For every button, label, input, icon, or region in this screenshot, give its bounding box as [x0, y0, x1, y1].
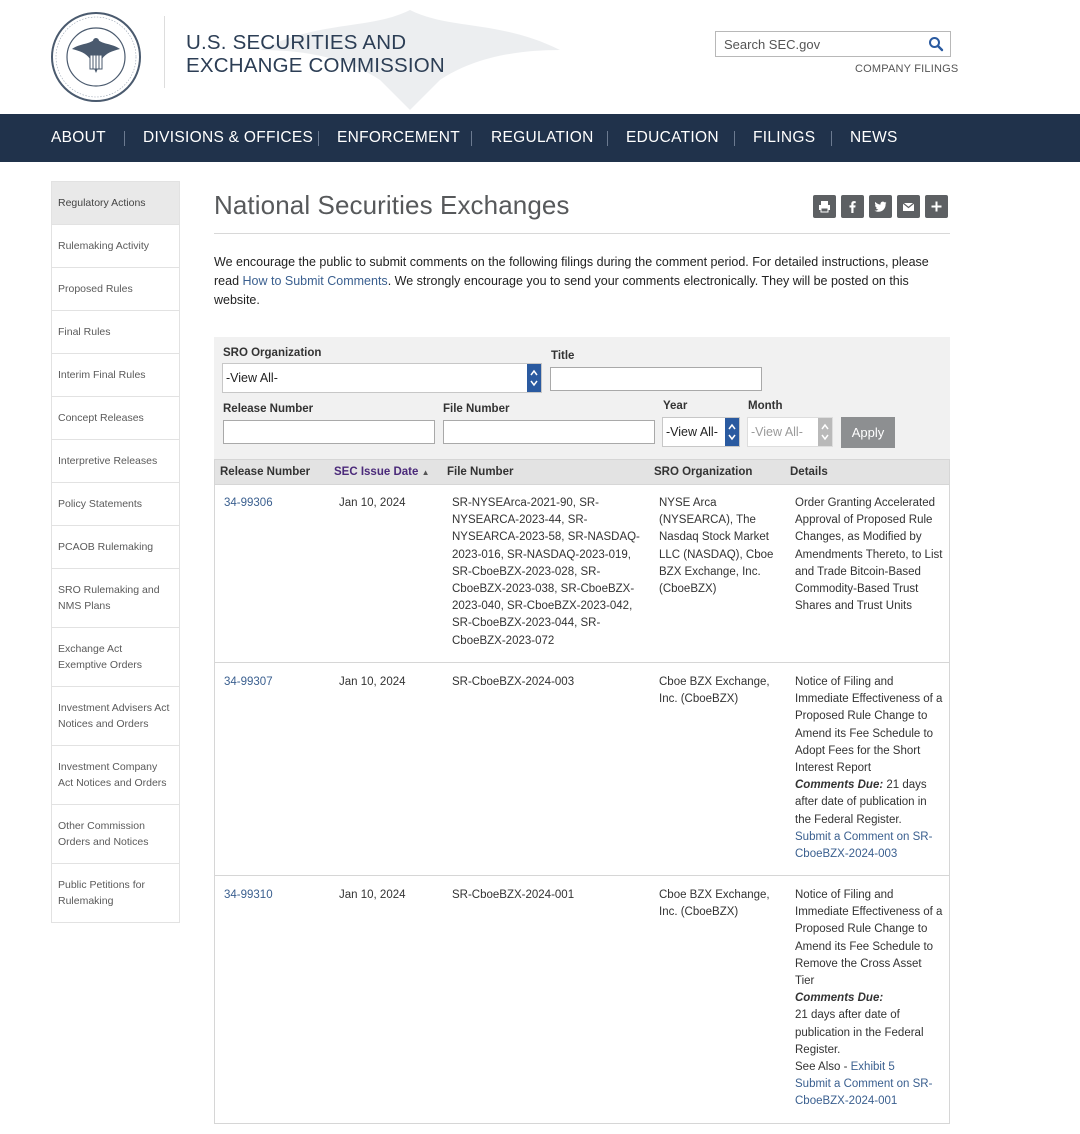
sec-seal-logo[interactable]	[50, 11, 142, 103]
sidebar-item-exchange-act-exemptive-orders[interactable]: Exchange Act Exemptive Orders	[52, 628, 179, 687]
title-label: Title	[551, 350, 575, 362]
see-also-text: See Also -	[795, 1061, 851, 1074]
nav-separator	[607, 131, 608, 146]
table-row	[214, 663, 950, 876]
sro-organization-cell: Cboe BZX Exchange, Inc. (CboeBZX)	[659, 889, 770, 919]
sro-organization-label: SRO Organization	[223, 347, 322, 359]
print-icon	[818, 200, 831, 213]
details-text: Notice of Filing and Immediate Effectiveness of a Proposed Rule Change to Amend its Fee Schedule to Remove the Cross Asset Tier	[795, 889, 943, 988]
select-arrows-icon	[818, 418, 832, 446]
release-number-link[interactable]: 34-99307	[224, 676, 273, 688]
month-label: Month	[748, 400, 783, 412]
release-number-cell	[224, 674, 273, 691]
comments-due-text: 21 days after date of publication in the Federal Register.	[795, 1009, 924, 1056]
company-filings-link[interactable]: COMPANY FILINGS	[855, 63, 959, 75]
agency-name-line1: U.S. SECURITIES AND	[186, 31, 407, 54]
file-number-cell: SR-CboeBZX-2024-001	[452, 889, 575, 901]
nav-item-enforcement[interactable]: ENFORCEMENT	[337, 129, 460, 146]
release-number-link[interactable]: 34-99306	[224, 497, 273, 509]
month-value: -View All-	[751, 425, 803, 439]
sidebar-item-policy-statements[interactable]: Policy Statements	[52, 483, 179, 526]
sidebar-item-interpretive-releases[interactable]: Interpretive Releases	[52, 440, 179, 483]
nav-separator	[318, 131, 319, 146]
apply-button[interactable]: Apply	[841, 417, 895, 448]
nav-item-education[interactable]: EDUCATION	[626, 129, 719, 146]
release-number-cell	[224, 495, 273, 512]
file-number-input[interactable]	[443, 420, 655, 444]
issue-date-cell: Jan 10, 2024	[339, 676, 406, 688]
more-share-button[interactable]	[925, 195, 948, 218]
nav-separator	[734, 131, 735, 146]
column-header-sec-issue-date-label: SEC Issue Date	[334, 466, 419, 478]
release-number-link[interactable]: 34-99310	[224, 889, 273, 901]
column-header-details: Details	[790, 466, 828, 478]
year-value: -View All-	[666, 425, 718, 439]
issue-date-cell: Jan 10, 2024	[339, 889, 406, 901]
submit-comment-link[interactable]: Submit a Comment on SR-CboeBZX-2024-003	[795, 830, 933, 861]
year-label: Year	[663, 400, 688, 412]
file-number-label: File Number	[443, 403, 510, 415]
comments-due-text: 21 days after date of publication in the Federal Register.	[795, 779, 927, 826]
month-select[interactable]	[747, 417, 833, 447]
site-header	[0, 0, 1080, 114]
comments-due-label: Comments Due:	[795, 779, 884, 792]
print-button[interactable]	[813, 195, 836, 218]
column-header-release-number[interactable]: Release Number	[220, 466, 311, 478]
issue-date-cell: Jan 10, 2024	[339, 497, 406, 509]
details-cell	[795, 887, 943, 1111]
intro-text-before: We encourage the public to submit comments on the following filings during the comment period. For detailed instructions, please read	[214, 255, 929, 288]
nav-item-regulation[interactable]: REGULATION	[491, 129, 594, 146]
file-number-cell: SR-CboeBZX-2024-003	[452, 676, 575, 688]
table-header	[214, 459, 950, 485]
exhibit-5-link[interactable]: Exhibit 5	[850, 1061, 895, 1074]
file-number-cell: SR-NYSEArca-2021-90, SR-NYSEARCA-2023-44, SR-NYSEARCA-2023-58, SR-NASDAQ-2023-016, SR-NASDAQ-2023-019, SR-CboeBZX-2023-028, SR-CboeBZX-2023-038, SR-CboeBZX-2023-040, SR-CboeBZX-2023-042, SR-CboeBZX-2023-044, SR-CboeBZX-2023-072	[452, 497, 640, 647]
sidebar-item-sro-rulemaking[interactable]: SRO Rulemaking and NMS Plans	[52, 569, 179, 628]
table-row	[214, 485, 950, 663]
sidebar-item-public-petitions[interactable]: Public Petitions for Rulemaking	[52, 864, 179, 923]
nav-separator	[124, 131, 125, 146]
sro-organization-select[interactable]	[222, 363, 542, 393]
comments-due-label: Comments Due:	[795, 992, 884, 1005]
column-header-sec-issue-date[interactable]	[334, 460, 430, 485]
release-number-cell	[224, 887, 273, 904]
column-header-file-number[interactable]: File Number	[447, 466, 514, 478]
sidebar-item-regulatory-actions[interactable]: Regulatory Actions	[52, 182, 179, 225]
sidebar-item-interim-final-rules[interactable]: Interim Final Rules	[52, 354, 179, 397]
sidebar-item-other-commission-orders[interactable]: Other Commission Orders and Notices	[52, 805, 179, 864]
sidebar-nav	[51, 181, 180, 923]
sidebar-item-rulemaking-activity[interactable]: Rulemaking Activity	[52, 225, 179, 268]
sidebar-item-investment-advisers-act[interactable]: Investment Advisers Act Notices and Orders	[52, 687, 179, 746]
search-input[interactable]	[716, 32, 921, 56]
how-to-submit-comments-link[interactable]: How to Submit Comments	[242, 274, 388, 288]
sidebar-item-final-rules[interactable]: Final Rules	[52, 311, 179, 354]
sidebar-item-concept-releases[interactable]: Concept Releases	[52, 397, 179, 440]
nav-separator	[471, 131, 472, 146]
facebook-icon	[846, 200, 859, 213]
sro-organization-cell: NYSE Arca (NYSEARCA), The Nasdaq Stock Market LLC (NASDAQ), Cboe BZX Exchange, Inc. (CboeBZX)	[659, 497, 774, 596]
nav-item-filings[interactable]: FILINGS	[753, 129, 816, 146]
header-divider	[164, 16, 165, 88]
sro-organization-cell: Cboe BZX Exchange, Inc. (CboeBZX)	[659, 676, 770, 706]
twitter-icon	[874, 200, 887, 213]
nav-item-divisions-offices[interactable]: DIVISIONS & OFFICES	[143, 129, 314, 146]
filter-panel	[214, 337, 950, 459]
select-arrows-icon	[725, 418, 739, 446]
column-header-sro-organization[interactable]: SRO Organization	[654, 466, 753, 478]
nav-item-news[interactable]: NEWS	[850, 129, 898, 146]
select-arrows-icon	[527, 364, 541, 392]
sidebar-item-pcaob-rulemaking[interactable]: PCAOB Rulemaking	[52, 526, 179, 569]
details-text: Notice of Filing and Immediate Effectiveness of a Proposed Rule Change to Amend its Fee Schedule to Adopt Fees for the Short Interest Report	[795, 676, 943, 775]
details-cell	[795, 674, 943, 863]
details-cell: Order Granting Accelerated Approval of Proposed Rule Changes, as Modified by Amendments Thereto, to List and Trade Bitcoin-Based Commodity-Based Trust Shares and Trust Units	[795, 497, 943, 613]
nav-separator	[831, 131, 832, 146]
release-number-input[interactable]	[223, 420, 435, 444]
intro-text-after: . We strongly encourage you to send your comments electronically. They will be posted on this website.	[214, 274, 909, 307]
page-title: National Securities Exchanges	[214, 190, 570, 220]
email-share-button[interactable]	[897, 195, 920, 218]
sidebar-item-investment-company-act[interactable]: Investment Company Act Notices and Orders	[52, 746, 179, 805]
agency-name-line2: EXCHANGE COMMISSION	[186, 54, 445, 77]
nav-item-about[interactable]: ABOUT	[51, 129, 106, 146]
intro-paragraph	[214, 253, 934, 310]
plus-icon	[930, 200, 943, 213]
title-input[interactable]	[550, 367, 762, 391]
submit-comment-link[interactable]: Submit a Comment on SR-CboeBZX-2024-001	[795, 1078, 933, 1108]
main-nav	[0, 114, 1080, 162]
facebook-share-button[interactable]	[841, 195, 864, 218]
email-icon	[902, 200, 915, 213]
twitter-share-button[interactable]	[869, 195, 892, 218]
sort-ascending-icon: ▲	[421, 468, 430, 477]
year-select[interactable]	[662, 417, 740, 447]
table-row	[214, 876, 950, 1124]
search-box	[715, 31, 951, 57]
title-divider	[214, 233, 950, 234]
sro-organization-value: -View All-	[226, 371, 278, 385]
agency-name[interactable]	[186, 31, 486, 77]
search-icon[interactable]	[928, 36, 944, 52]
release-number-label: Release Number	[223, 403, 314, 415]
sidebar-item-proposed-rules[interactable]: Proposed Rules	[52, 268, 179, 311]
